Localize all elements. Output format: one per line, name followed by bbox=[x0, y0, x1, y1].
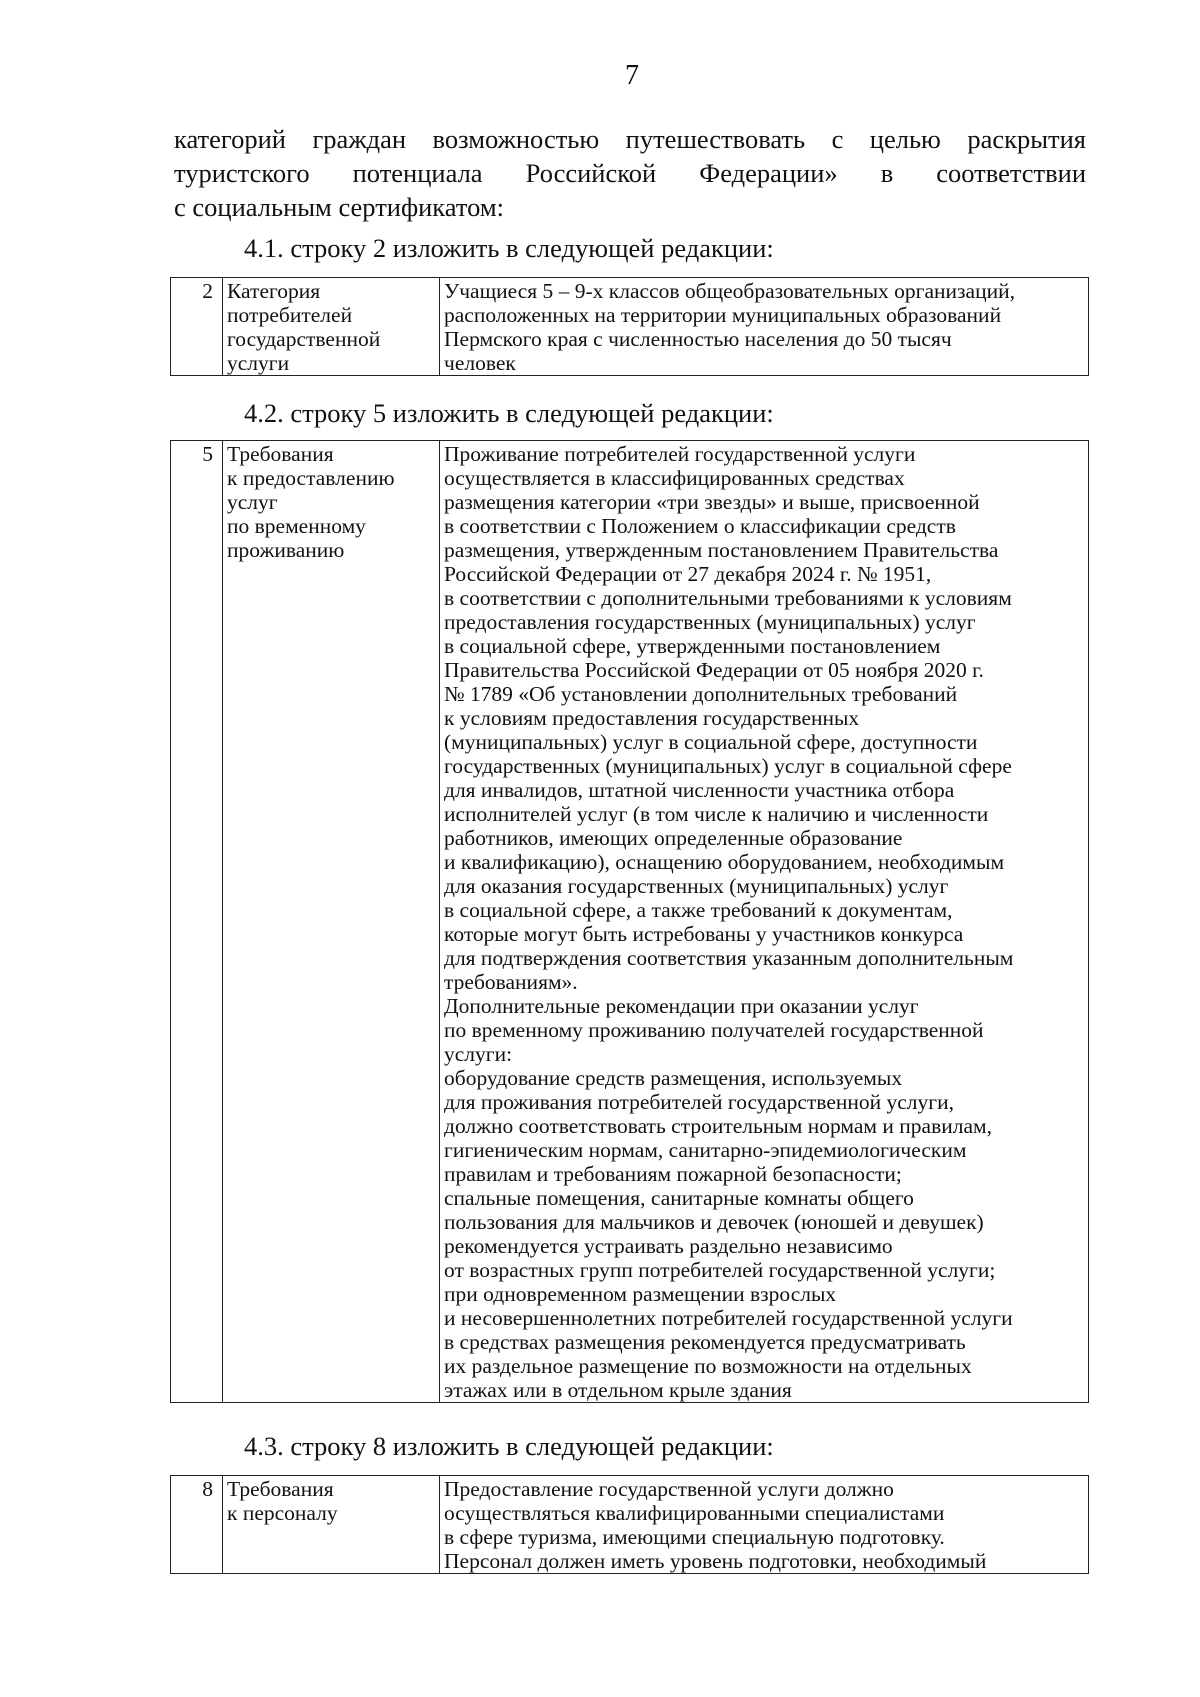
row-desc-line: этажах или в отдельном крыле здания bbox=[444, 1378, 792, 1402]
row-desc-line: в сфере туризма, имеющими специальную подготовку. bbox=[444, 1525, 945, 1549]
instruction-4-2: 4.2. строку 5 изложить в следующей редакции: bbox=[244, 398, 774, 428]
table-row bbox=[171, 278, 1089, 376]
row-name-line: Требования bbox=[227, 442, 334, 466]
row-desc-line: по временному проживанию получателей государственной bbox=[444, 1018, 984, 1042]
page-number: 7 bbox=[625, 60, 639, 91]
row-desc-line: в соответствии с Положением о классификации средств bbox=[444, 514, 956, 538]
row-name-cell bbox=[223, 278, 440, 376]
row-desc-line: услуги: bbox=[444, 1042, 513, 1066]
row-desc-line: для инвалидов, штатной численности участника отбора bbox=[444, 778, 955, 802]
row-name-cell bbox=[223, 441, 440, 1403]
row-number: 5 bbox=[171, 441, 223, 1403]
intro-line: с социальным сертификатом: bbox=[174, 192, 504, 222]
row-name-line: государственной bbox=[227, 327, 381, 351]
table-row-2 bbox=[170, 277, 1089, 376]
row-desc-cell bbox=[440, 1476, 1089, 1574]
row-desc-line: должно соответствовать строительным нормам и правилам, bbox=[444, 1114, 992, 1138]
row-desc-line: размещения категории «три звезды» и выше, присвоенной bbox=[444, 490, 980, 514]
row-desc-line: Правительства Российской Федерации от 05 ноября 2020 г. bbox=[444, 658, 984, 682]
row-desc-line: размещения, утвержденным постановлением Правительства bbox=[444, 538, 999, 562]
row-name-line: по временному bbox=[227, 514, 366, 538]
row-name-line: услуг bbox=[227, 490, 278, 514]
row-desc-line: для проживания потребителей государственной услуги, bbox=[444, 1090, 954, 1114]
row-name-line: услуги bbox=[227, 351, 290, 375]
row-desc-line: для подтверждения соответствия указанным дополнительным bbox=[444, 946, 1014, 970]
row-desc-line: и квалификацию), оснащению оборудованием, необходимым bbox=[444, 850, 1005, 874]
row-name-line: к персоналу bbox=[227, 1501, 338, 1525]
row-desc-line: требованиям». bbox=[444, 970, 578, 994]
row-desc-line: № 1789 «Об установлении дополнительных требований bbox=[444, 682, 958, 706]
row-desc-line: оборудование средств размещения, используемых bbox=[444, 1066, 903, 1090]
row-desc-line: которые могут быть истребованы у участников конкурса bbox=[444, 922, 964, 946]
row-desc-cell bbox=[440, 278, 1089, 376]
row-desc-line: работников, имеющих определенные образование bbox=[444, 826, 903, 850]
row-number: 2 bbox=[171, 278, 223, 376]
row-desc-line: (муниципальных) услуг в социальной сфере, доступности bbox=[444, 730, 978, 754]
row-desc-line: осуществляется в классифицированных средствах bbox=[444, 466, 905, 490]
intro-line: туристского потенциала Российской Федерации» в соответствии bbox=[174, 158, 1086, 188]
row-desc-line: Учащиеся 5 – 9-х классов общеобразовательных организаций, bbox=[444, 279, 1015, 303]
row-desc-line: исполнителей услуг (в том числе к наличию и численности bbox=[444, 802, 989, 826]
row-name-line: Категория bbox=[227, 279, 321, 303]
row-desc-line: от возрастных групп потребителей государственной услуги; bbox=[444, 1258, 996, 1282]
intro-paragraph bbox=[174, 122, 1086, 224]
row-desc-line: Персонал должен иметь уровень подготовки, необходимый bbox=[444, 1549, 987, 1573]
row-desc-line: Пермского края с численностью населения до 50 тысяч bbox=[444, 327, 952, 351]
row-desc-line: к условиям предоставления государственных bbox=[444, 706, 860, 730]
row-desc-line: при одновременном размещении взрослых bbox=[444, 1282, 837, 1306]
row-name-line: проживанию bbox=[227, 538, 345, 562]
row-name-line: потребителей bbox=[227, 303, 353, 327]
row-desc-line: Дополнительные рекомендации при оказании услуг bbox=[444, 994, 919, 1018]
row-desc-line: расположенных на территории муниципальных образований bbox=[444, 303, 1002, 327]
row-name-line: Требования bbox=[227, 1477, 334, 1501]
row-desc-line: гигиеническим нормам, санитарно-эпидемиологическим bbox=[444, 1138, 967, 1162]
row-desc-line: и несовершеннолетних потребителей государственной услуги bbox=[444, 1306, 1013, 1330]
row-desc-line: Предоставление государственной услуги должно bbox=[444, 1477, 894, 1501]
row-desc-line: в средствах размещения рекомендуется предусматривать bbox=[444, 1330, 966, 1354]
row-desc-line: их раздельное размещение по возможности на отдельных bbox=[444, 1354, 972, 1378]
row-desc-line: осуществляться квалифицированными специалистами bbox=[444, 1501, 945, 1525]
instruction-4-3: 4.3. строку 8 изложить в следующей редакции: bbox=[244, 1431, 774, 1461]
row-desc-line: в социальной сфере, а также требований к документам, bbox=[444, 898, 953, 922]
row-desc-line: в соответствии с дополнительными требованиями к условиям bbox=[444, 586, 1012, 610]
instruction-4-1: 4.1. строку 2 изложить в следующей редакции: bbox=[244, 233, 774, 263]
row-desc-line: пользования для мальчиков и девочек (юношей и девушек) bbox=[444, 1210, 984, 1234]
row-desc-line: правилам и требованиям пожарной безопасности; bbox=[444, 1162, 902, 1186]
intro-line: категорий граждан возможностью путешествовать с целью раскрытия bbox=[174, 124, 1086, 154]
row-desc-line: рекомендуется устраивать раздельно независимо bbox=[444, 1234, 893, 1258]
row-name-line: к предоставлению bbox=[227, 466, 395, 490]
row-desc-line: Проживание потребителей государственной услуги bbox=[444, 442, 916, 466]
row-desc-line: спальные помещения, санитарные комнаты общего bbox=[444, 1186, 914, 1210]
table-row bbox=[171, 441, 1089, 1403]
table-row-8 bbox=[170, 1475, 1089, 1574]
table-row-5 bbox=[170, 440, 1089, 1403]
row-desc-line: государственных (муниципальных) услуг в социальной сфере bbox=[444, 754, 1012, 778]
row-desc-line: в социальной сфере, утвержденными постановлением bbox=[444, 634, 941, 658]
row-desc-line: человек bbox=[444, 351, 516, 375]
row-desc-line: Российской Федерации от 27 декабря 2024 г. № 1951, bbox=[444, 562, 932, 586]
table-row bbox=[171, 1476, 1089, 1574]
row-desc-line: предоставления государственных (муниципальных) услуг bbox=[444, 610, 976, 634]
row-number: 8 bbox=[171, 1476, 223, 1574]
row-desc-cell bbox=[440, 441, 1089, 1403]
row-name-cell bbox=[223, 1476, 440, 1574]
row-desc-line: для оказания государственных (муниципальных) услуг bbox=[444, 874, 949, 898]
